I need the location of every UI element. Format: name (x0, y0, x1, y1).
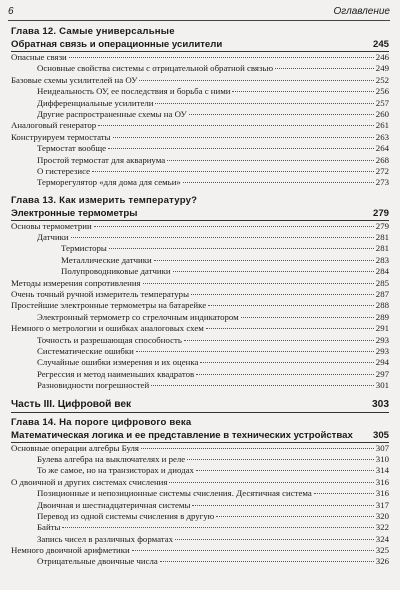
dot-leader (216, 516, 374, 517)
chapter-12-subtitle (11, 38, 389, 52)
toc-entry-title: Основные операции алгебры Буля (11, 442, 139, 453)
toc-entry (11, 232, 389, 243)
dot-leader (108, 148, 374, 149)
toc-entry (11, 278, 389, 289)
toc-entry-title: Электронный термометр со стрелочным индикатором (37, 311, 239, 322)
dot-leader (192, 505, 373, 506)
chapter-13-title: Глава 13. Как измерить температуру? (11, 194, 198, 206)
toc-entry (11, 120, 389, 131)
toc-entry (11, 221, 389, 232)
dot-leader (167, 160, 374, 161)
chapter-12-subtitle-text: Обратная связь и операционные усилители (11, 39, 223, 50)
dot-leader (173, 271, 374, 272)
toc-entry-page: 264 (375, 143, 389, 154)
dot-leader (169, 482, 373, 483)
toc-entry (11, 346, 389, 357)
toc-entry-page: 293 (375, 334, 389, 345)
toc-entry-title: Основные свойства системы с отрицательной обратной связью (37, 63, 274, 74)
chapter-13-section (11, 195, 389, 392)
toc-entry-title: Простейшие электронные термометры на батарейке (11, 300, 207, 311)
toc-entry-title: Дифференциальные усилители (37, 97, 154, 108)
part-3-title (11, 398, 389, 413)
toc-entry (11, 243, 389, 254)
toc-entry-title: Термостат вообще (37, 143, 107, 154)
dot-leader (208, 305, 374, 306)
dot-leader (196, 374, 374, 375)
toc-entry-page: 273 (375, 177, 389, 188)
toc-entry-title: Опасные связи (11, 52, 67, 62)
dot-leader (314, 493, 374, 494)
toc-entry (11, 143, 389, 154)
dot-leader (191, 294, 374, 295)
dot-leader (183, 182, 374, 183)
toc-entry (11, 323, 389, 334)
toc-entry-title: Основы термометрии (11, 220, 92, 231)
toc-entry-title: Металлические датчики (61, 254, 152, 265)
toc-entry-page: 249 (375, 63, 389, 74)
toc-entry-page: 293 (375, 345, 389, 356)
dot-leader (160, 561, 374, 562)
toc-entry (11, 465, 389, 476)
toc-entry (11, 177, 389, 188)
chapter-12-subtitle-page: 245 (372, 39, 389, 50)
toc-entry (11, 75, 389, 86)
toc-entry-page: 256 (375, 86, 389, 97)
toc-entry-page: 314 (375, 465, 389, 476)
toc-entry-title: Очень точный ручной измеритель температуры (11, 289, 189, 300)
dot-leader (241, 317, 374, 318)
toc-entry-page: 257 (375, 97, 389, 108)
chapter-12-section (11, 26, 389, 189)
dot-leader (155, 103, 373, 104)
toc-entry (11, 357, 389, 368)
toc-entry (11, 500, 389, 511)
running-title: Оглавление (333, 6, 390, 17)
toc-entry (11, 511, 389, 522)
toc-entry-title: Конструируем термостаты (11, 131, 111, 142)
dot-leader (69, 57, 374, 58)
toc-entry-title: Булева алгебра на выключателях и реле (37, 453, 186, 464)
toc-entry (11, 155, 389, 166)
toc-entry-page: 307 (375, 442, 389, 453)
toc-entry-page: 320 (375, 510, 389, 521)
toc-entry (11, 63, 389, 74)
toc-entry-page: 324 (375, 533, 389, 544)
toc-entry-page: 297 (375, 368, 389, 379)
toc-entry-title: Аналоговый генератор (11, 120, 97, 131)
toc-entry-page: 289 (375, 311, 389, 322)
toc-entry (11, 380, 389, 391)
toc-entry-title: То же самое, но на транзисторах и диодах (37, 465, 194, 476)
dot-leader (98, 125, 374, 126)
toc-entry-page: 285 (375, 277, 389, 288)
toc-entry-page: 301 (375, 380, 389, 391)
dot-leader (94, 226, 374, 227)
toc-entry-title: Двоичная и шестнадцатеричная системы (37, 499, 191, 510)
toc-entry (11, 488, 389, 499)
toc-entry-page: 281 (375, 243, 389, 254)
toc-entry-page: 281 (375, 232, 389, 243)
toc-entry-title: Систематические ошибки (37, 345, 134, 356)
toc-entry-page: 317 (375, 499, 389, 510)
dot-leader (154, 260, 374, 261)
toc-entry (11, 289, 389, 300)
dot-leader (200, 362, 373, 363)
chapter-12-title: Глава 12. Самые универсальные (11, 26, 175, 37)
part-3-title-text: Часть III. Цифровой век (11, 398, 132, 410)
table-of-contents (11, 26, 389, 574)
dot-leader (232, 91, 373, 92)
chapter-14-subtitle-page: 305 (372, 429, 389, 441)
toc-entry-title: Базовые схемы усилителей на ОУ (11, 74, 138, 85)
toc-entry-title: Датчики (37, 232, 69, 243)
toc-entry-title: Простой термостат для аквариума (37, 154, 166, 165)
dot-leader (92, 171, 374, 172)
toc-entry-title: О двоичной и других системах счисления (11, 476, 168, 487)
toc-entry (11, 443, 389, 454)
toc-entry-page: 288 (375, 300, 389, 311)
dot-leader (139, 80, 373, 81)
toc-entry-page: 283 (375, 254, 389, 265)
toc-entry-page: 310 (375, 453, 389, 464)
toc-entry-title: Терморегулятор «для дома для семьи» (37, 177, 181, 188)
toc-entry (11, 522, 389, 533)
toc-entry-title: Неидеальность ОУ, ее последствия и борьба с ними (37, 86, 231, 97)
dot-leader (62, 527, 373, 528)
toc-entry-title: Разновидности погрешностей (37, 380, 150, 391)
dot-leader (141, 448, 374, 449)
toc-entry (11, 477, 389, 488)
toc-entry (11, 556, 389, 567)
toc-entry-title: Точность и разрешающая способность (37, 334, 182, 345)
toc-entry (11, 534, 389, 545)
toc-entry-title: Отрицательные двоичные числа (37, 556, 158, 567)
toc-entry (11, 454, 389, 465)
toc-entry-title: Позиционные и непозиционные системы счисления. Десятичная система (37, 488, 312, 499)
toc-entry (11, 300, 389, 311)
chapter-13-subtitle-text: Электронные термометры (11, 207, 138, 219)
toc-entry-page: 252 (375, 74, 389, 85)
toc-entry (11, 545, 389, 556)
toc-entry-title: О гистерезисе (37, 165, 91, 176)
chapter-13-subtitle (11, 207, 389, 221)
dot-leader (196, 470, 374, 471)
toc-entry-title: Регрессия и метод наименьших квадратов (37, 368, 195, 379)
toc-entry-page: 322 (375, 522, 389, 533)
toc-entry (11, 369, 389, 380)
toc-entry-page: 261 (375, 120, 389, 131)
toc-entry-page: 279 (375, 220, 389, 231)
toc-entry-page: 326 (375, 556, 389, 567)
toc-entry-title: Случайные ошибки измерения и их оценка (37, 357, 199, 368)
toc-entry-title: Байты (37, 522, 61, 533)
toc-entry-title: Методы измерения сопротивления (11, 277, 141, 288)
toc-entry (11, 52, 389, 63)
toc-entry-page: 316 (375, 488, 389, 499)
chapter-14-section (11, 417, 389, 568)
dot-leader (187, 459, 374, 460)
toc-entry-page: 260 (375, 108, 389, 119)
dot-leader (275, 68, 374, 69)
toc-entry (11, 109, 389, 120)
dot-leader (189, 114, 374, 115)
chapter-13-entries (11, 221, 389, 392)
chapter-14-title: Глава 14. На пороге цифрового века (11, 416, 192, 428)
toc-entry-title: Немного двоичной арифметики (11, 545, 130, 556)
chapter-12-entries (11, 52, 389, 189)
dot-leader (109, 248, 374, 249)
toc-entry (11, 132, 389, 143)
toc-entry-page: 246 (375, 52, 389, 62)
toc-entry (11, 335, 389, 346)
toc-entry-title: Другие распространенные схемы на ОУ (37, 108, 187, 119)
running-header (8, 4, 390, 21)
page-number: 6 (8, 6, 14, 17)
toc-entry-page: 325 (375, 545, 389, 556)
toc-entry-page: 287 (375, 289, 389, 300)
dot-leader (71, 237, 374, 238)
toc-entry-page: 272 (375, 165, 389, 176)
dot-leader (132, 550, 374, 551)
toc-entry-title: Термисторы (61, 243, 107, 254)
dot-leader (184, 340, 374, 341)
dot-leader (151, 385, 374, 386)
toc-entry (11, 312, 389, 323)
toc-entry-page: 263 (375, 131, 389, 142)
toc-entry (11, 98, 389, 109)
toc-entry (11, 86, 389, 97)
toc-entry-page: 268 (375, 154, 389, 165)
chapter-14-subtitle-text: Математическая логика и ее представление в технических устройствах (11, 429, 353, 441)
toc-entry-title: Полупроводниковые датчики (61, 266, 171, 277)
toc-entry (11, 166, 389, 177)
toc-entry (11, 255, 389, 266)
toc-entry-page: 316 (375, 476, 389, 487)
toc-entry-title: Перевод из одной системы счисления в другую (37, 510, 215, 521)
dot-leader (143, 283, 374, 284)
toc-entry-title: Немного о метрологии и ошибках аналоговых схем (11, 323, 204, 334)
dot-leader (113, 137, 374, 138)
chapter-13-subtitle-page: 279 (372, 207, 389, 219)
dot-leader (136, 351, 374, 352)
toc-entry-page: 294 (375, 357, 389, 368)
toc-entry-page: 291 (375, 323, 389, 334)
toc-entry (11, 266, 389, 277)
dot-leader (206, 328, 374, 329)
chapter-14-entries (11, 443, 389, 568)
part-3-page: 303 (372, 398, 389, 410)
dot-leader (175, 539, 374, 540)
toc-entry-page: 284 (375, 266, 389, 277)
chapter-14-subtitle (11, 429, 389, 443)
toc-entry-title: Запись чисел в различных форматах (37, 533, 174, 544)
